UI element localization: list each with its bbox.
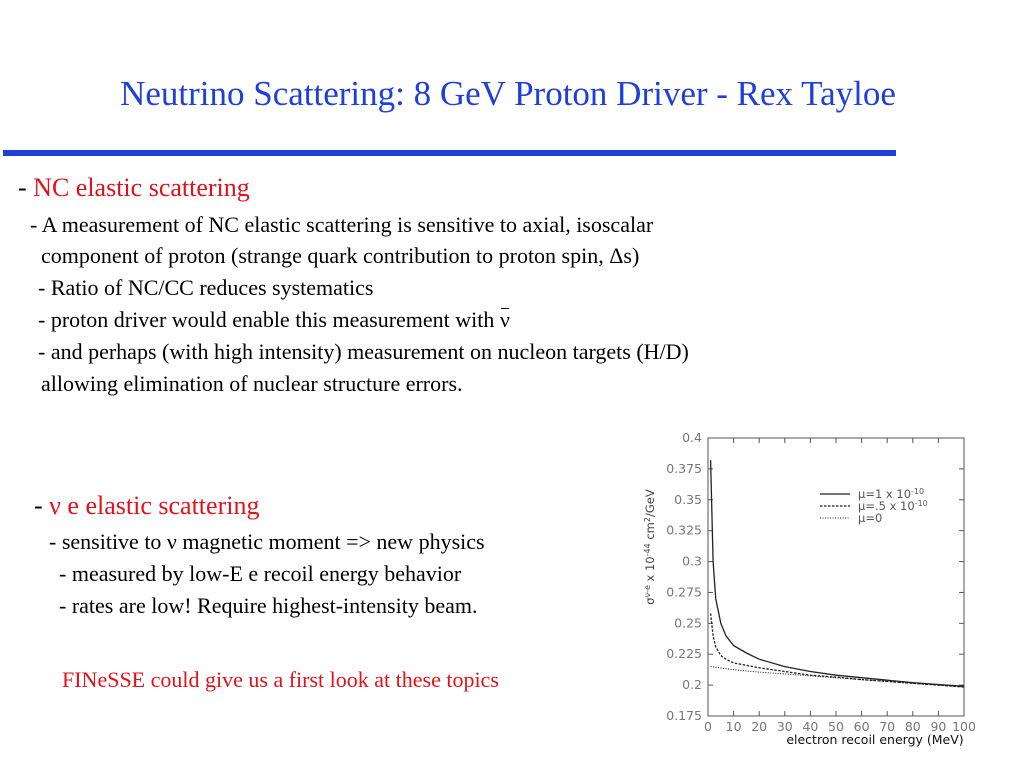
x-tick-label: 70 xyxy=(879,719,896,734)
y-axis-label: $\sigma^{\nu-e}$ x $10^{-44}$ $cm^2$/GeV xyxy=(642,489,657,605)
slide-title: Neutrino Scattering: 8 GeV Proton Driver - Rex Tayloe xyxy=(120,74,896,113)
x-tick-label: 0 xyxy=(704,719,712,734)
section2-line-1: - sensitive to ν magnetic moment => new physics xyxy=(49,529,485,554)
y-tick-label: 0.2 xyxy=(682,677,702,693)
legend-label-2: μ=.5 x $10^{-10}$ xyxy=(858,498,928,513)
section1-line-6: allowing elimination of nuclear structure errors. xyxy=(41,371,463,396)
x-tick-label: 40 xyxy=(802,719,819,734)
x-axis-label: electron recoil energy (MeV) xyxy=(786,732,964,747)
x-tick-label: 60 xyxy=(853,719,870,734)
y-tick-label: 0.275 xyxy=(666,584,702,600)
x-tick-label: 90 xyxy=(930,719,947,734)
y-tick-label: 0.375 xyxy=(666,460,702,476)
title-divider xyxy=(3,150,896,156)
plot-frame xyxy=(708,438,964,716)
section2-line-3: - rates are low! Require highest-intensity beam. xyxy=(59,593,478,618)
finesse-note: FINeSSE could give us a first look at these topics xyxy=(62,667,499,692)
section1-heading: NC elastic scattering xyxy=(33,173,250,202)
y-tick-label: 0.225 xyxy=(666,646,702,662)
y-tick-label: 0.35 xyxy=(674,491,702,507)
section1-line-5: - and perhaps (with high intensity) measurement on nucleon targets (H/D) xyxy=(38,339,689,364)
section1-line-1: - A measurement of NC elastic scattering is sensitive to axial, isoscalar xyxy=(30,212,654,237)
y-tick-label: 0.4 xyxy=(682,430,702,445)
section1-line-4-text: - proton driver would enable this measurement with xyxy=(38,307,500,332)
section2-heading: ν e elastic scattering xyxy=(49,491,260,520)
section2-dash: - xyxy=(34,491,50,520)
section1-line-3: - Ratio of NC/CC reduces systematics xyxy=(38,275,374,300)
legend-label-1: μ=1 x $10^{-10}$ xyxy=(858,486,925,501)
section1-dash: - xyxy=(18,173,34,202)
x-tick-label: 30 xyxy=(776,719,793,734)
legend-label-3: μ=0 xyxy=(858,511,883,525)
x-tick-label: 50 xyxy=(828,719,844,734)
cross-section-chart xyxy=(620,422,990,752)
y-tick-label: 0.25 xyxy=(674,615,702,631)
section1-line-2: component of proton (strange quark contribution to proton spin, Δs) xyxy=(41,243,640,268)
x-tick-label: 100 xyxy=(952,719,976,734)
section2-heading-line xyxy=(34,492,259,520)
x-tick-label: 20 xyxy=(751,719,768,734)
y-tick-label: 0.3 xyxy=(682,553,702,569)
section2-line-2: - measured by low-E e recoil energy behavior xyxy=(59,561,462,586)
x-tick-label: 80 xyxy=(904,719,921,734)
antineutrino-symbol: ν xyxy=(499,307,510,332)
section1-heading-line xyxy=(18,174,250,202)
y-tick-label: 0.325 xyxy=(666,522,702,538)
x-tick-label: 10 xyxy=(725,719,742,734)
section1-line-4 xyxy=(38,306,510,334)
y-tick-label: 0.175 xyxy=(666,708,702,723)
